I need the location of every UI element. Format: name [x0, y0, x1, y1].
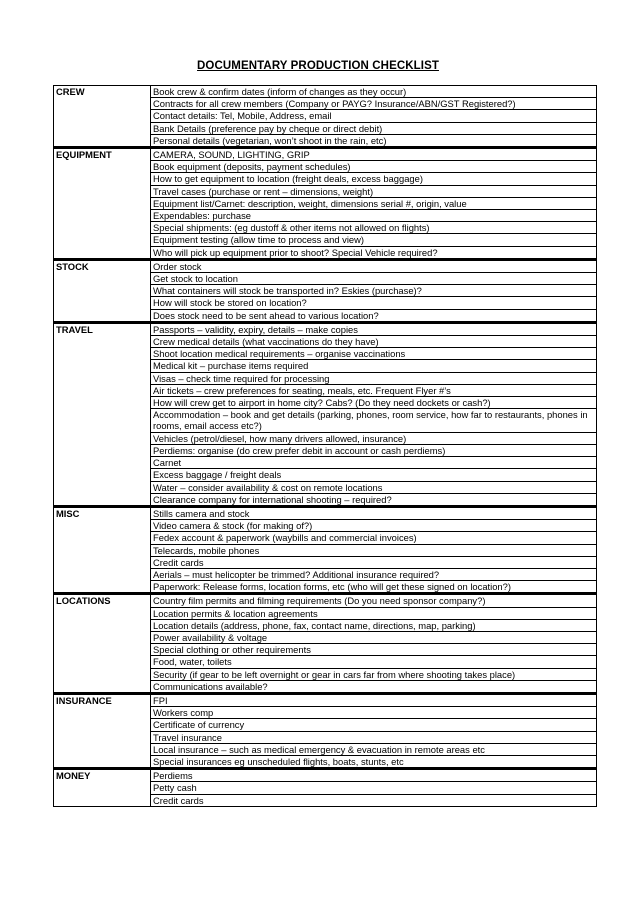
checklist-item: Shoot location medical requirements – organise vaccinations — [151, 348, 597, 360]
checklist-item: Food, water, toilets — [151, 656, 597, 668]
checklist-item: What containers will stock be transported in? Eskies (purchase)? — [151, 285, 597, 297]
checklist-item: Location permits & location agreements — [151, 607, 597, 619]
checklist-item: Bank Details (preference pay by cheque or direct debit) — [151, 122, 597, 134]
checklist-item: Credit cards — [151, 794, 597, 806]
checklist-item: Local insurance – such as medical emergency & evacuation in remote areas etc — [151, 743, 597, 755]
checklist-item: Does stock need to be sent ahead to various location? — [151, 309, 597, 322]
checklist-item: Security (if gear to be left overnight or gear in cars far from where shooting takes place) — [151, 668, 597, 680]
checklist-item: Power availability & voltage — [151, 631, 597, 643]
checklist-item: Perdiems: organise (do crew prefer debit in account or cash perdiems) — [151, 444, 597, 456]
checklist-item: How to get equipment to location (freight deals, excess baggage) — [151, 173, 597, 185]
category-label: TRAVEL — [54, 322, 151, 506]
checklist-row — [54, 322, 597, 335]
checklist-body — [54, 86, 597, 807]
checklist-item: Video camera & stock (for making of?) — [151, 520, 597, 532]
checklist-item: Aerials – must helicopter be trimmed? Additional insurance required? — [151, 568, 597, 580]
checklist-item: Contact details: Tel, Mobile, Address, email — [151, 110, 597, 122]
checklist-item: How will stock be stored on location? — [151, 297, 597, 309]
checklist-item: Medical kit – purchase items required — [151, 360, 597, 372]
checklist-item: Stills camera and stock — [151, 506, 597, 519]
checklist-item: Special clothing or other requirements — [151, 644, 597, 656]
checklist-row — [54, 86, 597, 98]
checklist-item: Contracts for all crew members (Company or PAYG? Insurance/ABN/GST Registered?) — [151, 98, 597, 110]
checklist-row — [54, 148, 597, 161]
checklist-item: Get stock to location — [151, 273, 597, 285]
checklist-item: Travel cases (purchase or rent – dimensions, weight) — [151, 185, 597, 197]
checklist-item: Special shipments: (eg dustoff & other items not allowed on flights) — [151, 222, 597, 234]
checklist-item: Paperwork: Release forms, location forms, etc (who will get these signed on location?) — [151, 581, 597, 594]
checklist-row — [54, 769, 597, 782]
checklist-item: Book crew & confirm dates (inform of changes as they occur) — [151, 86, 597, 98]
category-label: MISC — [54, 506, 151, 593]
checklist-item: Excess baggage / freight deals — [151, 469, 597, 481]
checklist-row — [54, 259, 597, 272]
checklist-table — [53, 85, 597, 807]
checklist-item: How will crew get to airport in home city? Cabs? (Do they need dockets or cash?) — [151, 397, 597, 409]
checklist-item: Travel insurance — [151, 731, 597, 743]
checklist-item: Equipment testing (allow time to process and view) — [151, 234, 597, 246]
checklist-item: Fedex account & paperwork (waybills and commercial invoices) — [151, 532, 597, 544]
checklist-item: Communications available? — [151, 680, 597, 693]
checklist-row — [54, 693, 597, 706]
checklist-item: Special insurances eg unscheduled flights, boats, stunts, etc — [151, 755, 597, 768]
checklist-item: Country film permits and filming requirements (Do you need sponsor company?) — [151, 594, 597, 607]
category-label: CREW — [54, 86, 151, 148]
checklist-item: Location details (address, phone, fax, contact name, directions, map, parking) — [151, 619, 597, 631]
page-title: DOCUMENTARY PRODUCTION CHECKLIST — [197, 60, 439, 72]
checklist-item: Carnet — [151, 457, 597, 469]
checklist-item: Visas – check time required for processing — [151, 372, 597, 384]
checklist-item: Telecards, mobile phones — [151, 544, 597, 556]
checklist-item: Passports – validity, expiry, details – make copies — [151, 322, 597, 335]
checklist-item: CAMERA, SOUND, LIGHTING, GRIP — [151, 148, 597, 161]
checklist-item: Perdiems — [151, 769, 597, 782]
checklist-item: Equipment list/Carnet: description, weight, dimensions serial #, origin, value — [151, 197, 597, 209]
checklist-item: Accommodation – book and get details (parking, phones, room service, how far to restaurants, phones in rooms, email access etc?) — [151, 409, 597, 432]
checklist-item: Credit cards — [151, 556, 597, 568]
checklist-item: Vehicles (petrol/diesel, how many drivers allowed, insurance) — [151, 432, 597, 444]
checklist-item: Who will pick up equipment prior to shoot? Special Vehicle required? — [151, 246, 597, 259]
category-label: STOCK — [54, 259, 151, 322]
checklist-item: FPI — [151, 693, 597, 706]
checklist-item: Crew medical details (what vaccinations do they have) — [151, 336, 597, 348]
checklist-item: Order stock — [151, 259, 597, 272]
category-label: EQUIPMENT — [54, 148, 151, 260]
checklist-item: Air tickets – crew preferences for seating, meals, etc. Frequent Flyer #’s — [151, 384, 597, 396]
checklist-item: Workers comp — [151, 707, 597, 719]
checklist-item: Certificate of currency — [151, 719, 597, 731]
category-label: MONEY — [54, 769, 151, 807]
category-label: INSURANCE — [54, 693, 151, 768]
checklist-item: Personal details (vegetarian, won’t shoot in the rain, etc) — [151, 134, 597, 147]
checklist-row — [54, 506, 597, 519]
checklist-item: Book equipment (deposits, payment schedules) — [151, 161, 597, 173]
checklist-item: Expendables: purchase — [151, 210, 597, 222]
category-label: LOCATIONS — [54, 594, 151, 694]
checklist-row — [54, 594, 597, 607]
checklist-item: Water – consider availability & cost on remote locations — [151, 481, 597, 493]
checklist-item: Petty cash — [151, 782, 597, 794]
checklist-item: Clearance company for international shooting – required? — [151, 493, 597, 506]
